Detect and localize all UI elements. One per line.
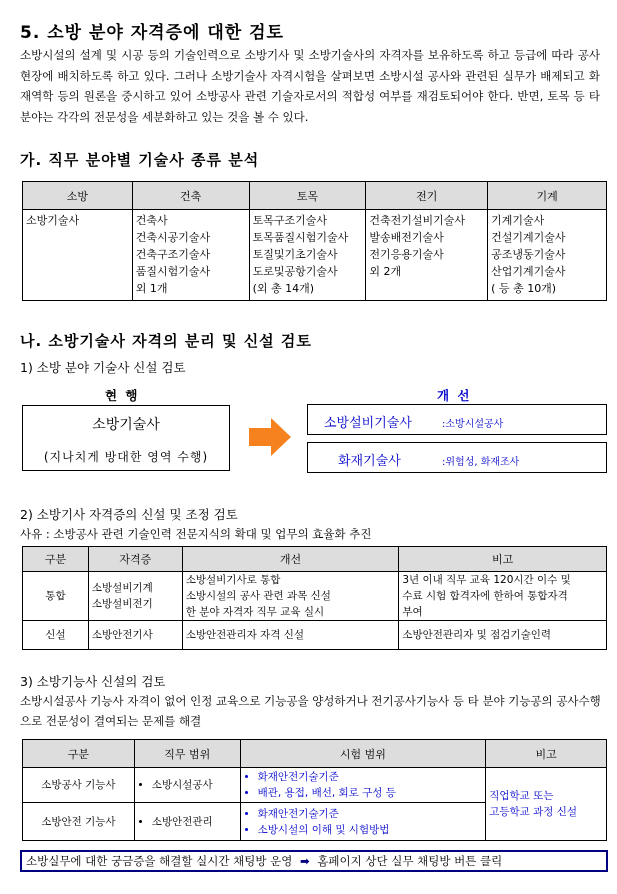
- arrow-icon: ➡: [300, 854, 310, 868]
- col-header: 시험 범위: [240, 740, 486, 768]
- table-row: 신설 소방안전기사 소방안전관리자 자격 신설 소방안전관리자 및 점검기술인력: [23, 621, 607, 650]
- table-row: 통합 소방설비기계 소방설비전기 소방설비기사로 통합 소방시설의 공사 관련 과목 신설 한 분야 자격자 직무 교육 실시 3년 이내 직무 교육 120시간 이수 및 수료 시험 합격자에 한하여 통합자격 부여: [23, 572, 607, 621]
- current-box-note: (지나치게 방대한 영역 수행): [43, 450, 209, 464]
- improve-label: 개 선: [437, 388, 472, 403]
- right-arrow-icon: [249, 418, 291, 456]
- table-cell: 건축사 건축시공기술사 건축구조기술사 품질시험기술사 외 1개: [132, 210, 249, 301]
- reason-text: 사유 : 소방공사 관련 기술인력 전문지식의 확대 및 업무의 효율화 추진: [20, 527, 372, 541]
- new-cert-box-2: [307, 442, 607, 473]
- col-header: 소방: [23, 182, 133, 210]
- current-label: 현 행: [105, 388, 140, 403]
- sub-heading-3: 3) 소방기능사 신설의 검토: [20, 674, 166, 689]
- col-header: 토목: [249, 182, 366, 210]
- table-cell: 건축전기설비기술사 발송배전기술사 전기응용기술사 외 2개: [366, 210, 488, 301]
- section-title: 5. 소방 분야 자격증에 대한 검토: [20, 23, 284, 43]
- new-cert-desc: :위험성, 화재조사: [442, 457, 520, 468]
- col-header: 개선: [182, 547, 399, 572]
- col-header: 비고: [399, 547, 607, 572]
- current-box: [22, 405, 230, 471]
- col-header: 전기: [366, 182, 488, 210]
- engineer-types-table: [22, 181, 607, 301]
- table-row: 소방공사 기능사 • 소방시설공사 • 화재안전기술기준 • 배관, 용접, 배선, 회로 구성 등 직업학교 또는 고등학교 과정 신설: [23, 768, 607, 803]
- banner-text-right: 홈페이지 상단 실무 채팅방 버튼 클릭: [317, 854, 503, 868]
- current-box-title: 소방기술사: [92, 417, 160, 433]
- cert-adjust-table: [22, 546, 607, 650]
- col-header: 기계: [488, 182, 607, 210]
- sub-heading-2: 2) 소방기사 자격증의 신설 및 조정 검토: [20, 507, 238, 522]
- new-cert-box-1: [307, 404, 607, 435]
- table-row: 소방안전 기능사 • 소방안전관리 • 화재안전기술기준 • 소방시설의 이해 및 시험방법: [23, 803, 607, 841]
- new-cert-desc: :소방시설공사: [442, 419, 504, 430]
- technician-table: [22, 739, 607, 841]
- col-header: 자격증: [88, 547, 182, 572]
- intro-paragraph: 소방시설의 설계 및 시공 등의 기술인력으로 소방기사 및 소방기술사의 자격자를 보유하도록 하고 등급에 따라 공사 현장에 배치하도록 하고 있다. 그러나 소방기술사 자격시험을 살펴보면 소방시설 공사와 관련된 실무가 배제되고 화재역학 등의 원론을 중시하고 있어 소방공사 관련 기술자로서의 적합성 여부를 재검토되어야 한다. 반면, 토목 등 타 분야는 각각의 전문성을 세분화하고 있는 것을 볼 수 있다.: [20, 48, 600, 124]
- subsection-title-a: 가. 직무 분야별 기술사 종류 분석: [20, 151, 260, 169]
- table-cell: 토목구조기술사 토목품질시험기술사 토질및기초기술사 도로및공항기술사 (외 총 14개): [249, 210, 366, 301]
- new-cert-name: 소방설비기술사: [324, 416, 412, 431]
- col-header: 건축: [132, 182, 249, 210]
- chat-banner[interactable]: [20, 850, 608, 872]
- sub-heading-1: 1) 소방 분야 기술사 신설 검토: [20, 360, 186, 375]
- banner-text-left: 소방실무에 대한 궁금증을 해결할 실시간 채팅방 운영: [26, 854, 293, 868]
- technician-paragraph: 소방시설공사 기능사 자격이 없어 인정 교육으로 기능공을 양성하거나 전기공사기능사 등 타 분야 기능공의 공사수행으로 전문성이 결여되는 문제를 해결: [20, 694, 601, 728]
- new-cert-name: 화재기술사: [338, 454, 401, 469]
- subsection-title-b: 나. 소방기술사 자격의 분리 및 신설 검토: [20, 332, 312, 350]
- col-header: 구분: [23, 740, 135, 768]
- col-header: 직무 범위: [134, 740, 240, 768]
- table-cell: 기계기술사 건설기계기술사 공조냉동기술사 산업기계기술사 ( 등 총 10개): [488, 210, 607, 301]
- col-header: 구분: [23, 547, 89, 572]
- table-cell: 소방기술사: [23, 210, 133, 301]
- col-header: 비고: [486, 740, 607, 768]
